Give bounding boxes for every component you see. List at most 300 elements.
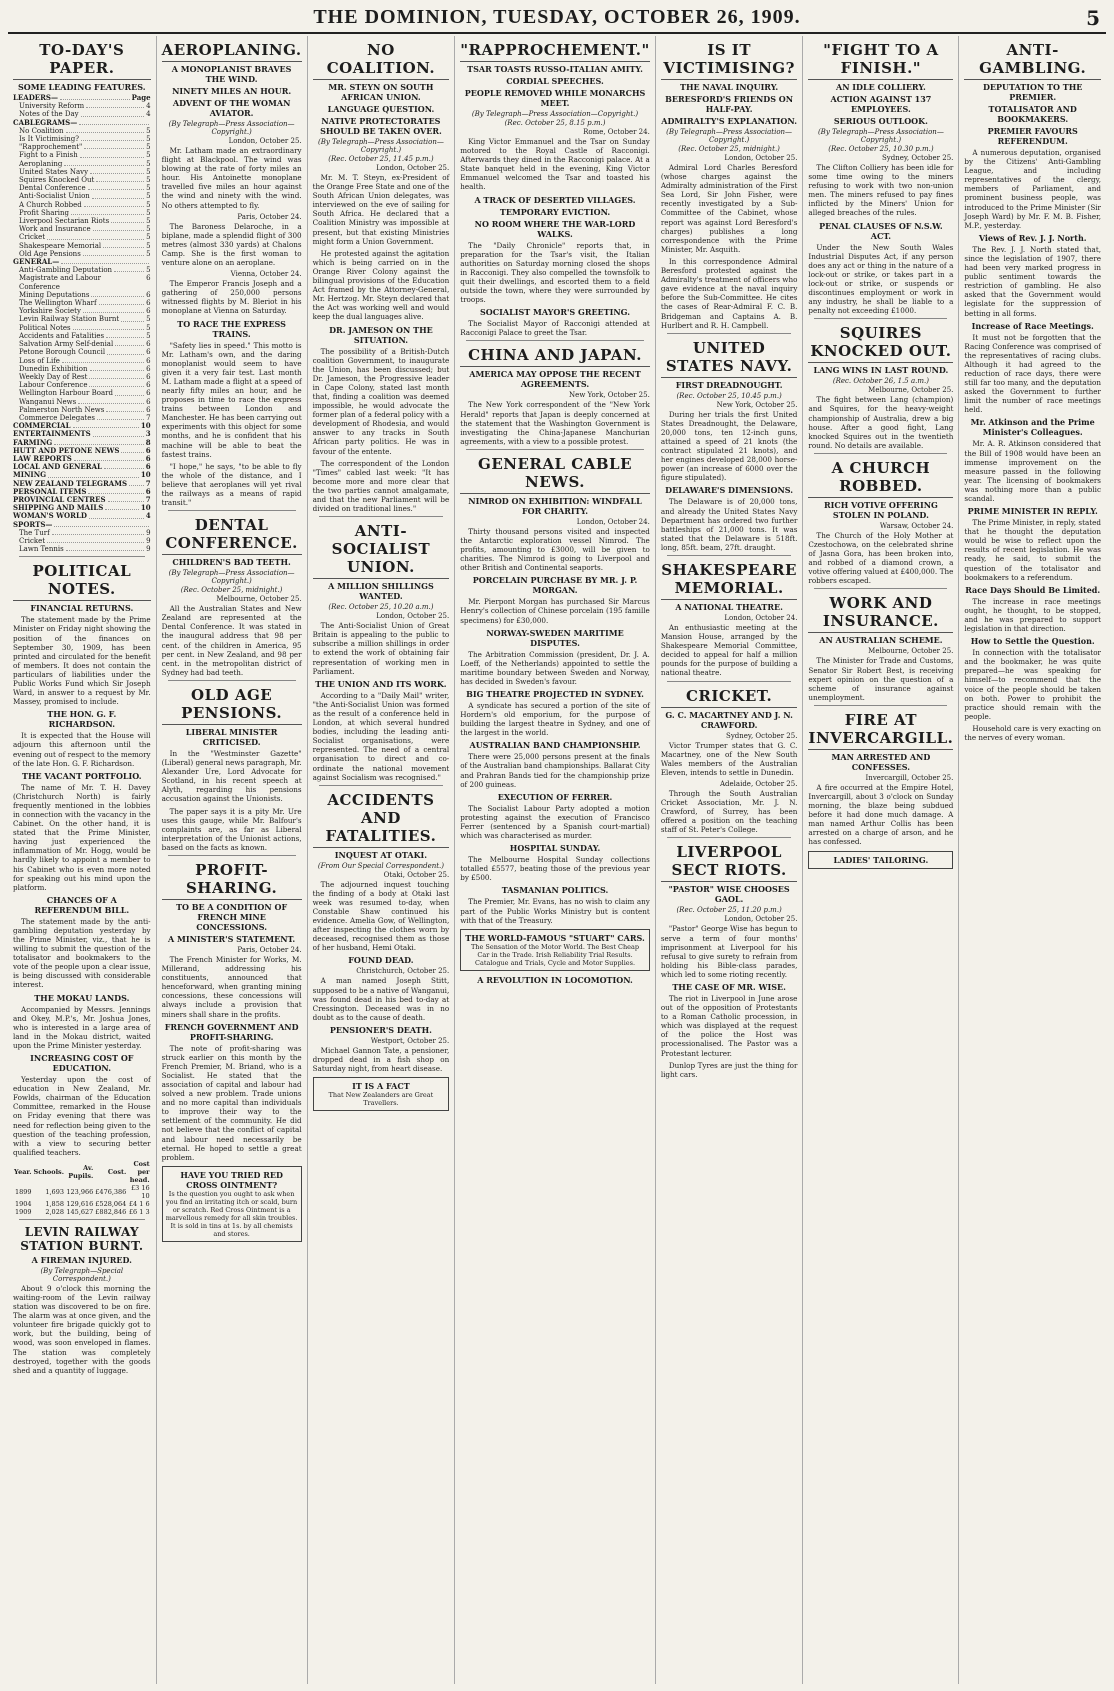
toc-label: Loss of Life (19, 356, 60, 365)
toc-page: 5 (146, 176, 151, 185)
list-item (13, 176, 151, 184)
china-japan-subheading: AMERICA MAY OPPOSE THE RECENT AGREEMENTS. (469, 369, 641, 390)
list-item (13, 545, 151, 553)
revolution-heading: A REVOLUTION IN LOCOMOTION. (477, 974, 633, 985)
toc-label: LAW REPORTS (13, 453, 72, 463)
stats-head: Year. (14, 1167, 32, 1176)
toc-page: 6 (146, 389, 151, 398)
vacant-portfolio-heading: THE VACANT PORTFOLIO. (22, 770, 142, 781)
pensions-heading: OLD AGE PENSIONS. (162, 686, 302, 725)
toc-label: CABLEGRAMS— (13, 117, 78, 127)
dental-heading: DENTAL CONFERENCE. (162, 516, 302, 555)
levin-heading: LEVIN RAILWAY STATION BURNT. (20, 1224, 144, 1253)
column-4 (454, 36, 655, 1684)
anti-gambling-sub2: TOTALISATOR AND BOOKMAKERS. (988, 104, 1077, 124)
toc-page: 4 (146, 102, 151, 111)
household-advertisement: Household care is very exacting on the nerves of every woman. (964, 723, 1101, 742)
aeroplaning-heading: AEROPLANING. (162, 41, 302, 62)
liverpool-subheading: "PASTOR" WISE CHOOSES GAOL. (668, 884, 790, 905)
tailoring-ad-heading: LADIES' TAILORING. (833, 854, 929, 865)
list-item (13, 529, 151, 537)
columns (8, 36, 1106, 1684)
toc-page: 6 (145, 445, 151, 455)
toc-page: 10 (140, 503, 151, 513)
rapprochement-sub3: PEOPLE REMOVED WHILE MONARCHS MEET. (464, 88, 646, 108)
toc-label: LOCAL AND GENERAL (13, 462, 102, 472)
coalition-sub1: MR. STEYN ON SOUTH AFRICAN UNION. (328, 82, 434, 102)
referendum-body: The statement made by the anti-gambling deputation yesterday by the Prime Minister, viz., that he is willing to submit the question of the totalisator and bookmakers to the vote of the people upon a clear issue, is being discussed with considerable interest. (13, 916, 151, 990)
press-credit: (By Telegraph—Press Association—Copyright.) (817, 128, 944, 144)
tyre-advertisement: Dunlop Tyres are just the thing for light cars. (660, 1060, 798, 1079)
press-credit: (By Telegraph—Press Association—Copyright.) (317, 138, 444, 154)
church-robbed-body: The Church of the Holy Mother at Czestochowa, on the celebrated shrine of Jasna Gora, has been broken into, and robbed of a diamond crown, a votive offering valued at £400,000. The robbers escaped. (808, 530, 954, 586)
anti-gambling-heading: ANTI-GAMBLING. (964, 41, 1101, 80)
fight-sub1: AN IDLE COLLIERY. (836, 82, 926, 92)
pm-reply-heading: PRIME MINISTER IN REPLY. (967, 506, 1098, 517)
liverpool-body: "Pastor" George Wise has begun to serve a term of four months' imprisonment at Liverpool for his refusal to give surety to refrain from holding his Bible-class parades, which led to some rioting recently. (660, 924, 798, 979)
toc-label: Salvation Army Self-denial (19, 340, 114, 349)
jameson-body: The possibility of a British-Dutch coalition Government, to inaugurate the Union, has been discussed; but Dr. Jameson, the Progressive leader in Cape Colony, stated last month that, finding a coalition was deemed impossible, he would advocate the former plan of a federal policy with a development of Rhodesia, and would answer to any tracks in South African party politics. He was in favour of the entente. (312, 346, 450, 456)
tasmanian-body: The Premier, Mr. Evans, has no wish to claim any part of the Public Works Ministry but is content with that of the Treasury. (460, 897, 650, 925)
norway-heading: NORWAY-SWEDEN MARITIME DISPUTES. (486, 627, 624, 648)
coalition-heading: NO COALITION. (313, 41, 450, 80)
profit-sharing-heading: PROFIT-SHARING. (162, 861, 302, 900)
toc-label: LEADERS— (13, 93, 58, 102)
toc-label: Is It Victimising? (19, 135, 79, 144)
toc-label: WOMAN'S WORLD (13, 511, 87, 521)
fight-sub3: SERIOUS OUTLOOK. (833, 116, 928, 126)
stats-head: Cost. (107, 1167, 127, 1176)
toc-label: "Rapprochement" (19, 143, 83, 152)
received-line: (Rec. October 25, midnight.) (678, 145, 780, 153)
jameson-body: The correspondent of the London "Times" cabled last week: "It has become more and more clear that the two parties cannot amalgamate, and that the new Parliament will be divided on traditional lines." (312, 458, 450, 514)
toc-page: 5 (146, 315, 151, 324)
toc-label: Wellington Harbour Board (19, 389, 113, 398)
list-item (13, 373, 151, 381)
toc-label: HUTT AND PETONE NEWS (13, 445, 120, 455)
toc-page: 3 (145, 429, 151, 439)
dimensions-body: The Delaware is of 20,000 tons, and already the United States Navy Department has ordered two further battleships of 21,000 tons. It was stated that the Delaware is 518ft. long, 85ft. beam, 27ft. draught. (660, 497, 798, 552)
press-credit: (By Telegraph—Press Association—Copyright.) (471, 110, 639, 118)
victimising-sub2: BERESFORD'S FRIENDS ON HALF-PAY. (665, 94, 794, 114)
toc-page: 6 (145, 453, 151, 463)
union-work-body: According to a "Daily Mail" writer, "the Anti-Socialist Union was formed as the result of a conference held in London, at which several hundred bodies, including the leading anti-Socialist organisations, were represented. The need of a central organisation to direct and co-ordinate the national movement against Socialism was recognised." (312, 690, 450, 782)
socialist-mayor-body: The Socialist Mayor of Racconigi attended at Racconigi Palace to greet the Tsar. (460, 319, 650, 338)
toc-label: Notes of the Day (19, 110, 79, 119)
aeroplaning-body: Mr. Latham made an extraordinary flight at Blackpool. The wind was blowing at the rate of forty miles an hour. His Antoinette monoplane travelled five miles an hour against the wind and ninety with the wind. No others attempted to fly. (161, 146, 302, 210)
toc-page: 4 (146, 110, 151, 119)
us-navy-body: During her trials the first United States Dreadnought, the Delaware, 20,000 tons, ten 12-inch guns, attained a speed of 21 knots (the contract stipulated 21 knots), and her engines developed 28,000 horse-power (an increase of 6000 over the figure stipulated). (660, 409, 798, 483)
toc-page: Page (131, 93, 151, 102)
shakespeare-body: An enthusiastic meeting at the Mansion House, arranged by the Shakespeare Memorial Committee, decided to appeal for half a million pounds for the purpose of building a national theatre. (660, 623, 798, 678)
table-row: 1899 1,693 123,966 £476,386 £3 16 10 (14, 1183, 150, 1200)
french-government-heading: FRENCH GOVERNMENT AND PROFIT-SHARING. (164, 1021, 299, 1042)
list-item (13, 406, 151, 414)
toc-label: Cricket (19, 536, 46, 545)
toc-label: Wanganui News (19, 397, 77, 406)
coalition-body: Mr. M. T. Steyn, ex-President of the Orange Free State and one of the South African Union delegates, was interviewed on the eve of sailing for South Africa. He declared that a Coalition Ministry was impossible at present, but that existing Ministries might form a Union Government. (312, 173, 450, 246)
list-item (13, 537, 151, 545)
travel-ad-body: That New Zealanders are Great Travellers. (328, 1091, 434, 1108)
pensions-subheading: LIBERAL MINISTER CRITICISED. (185, 726, 278, 747)
execution-body: The Socialist Labour Party adopted a motion protesting against the execution of Francisco Ferrer (sentenced by a Spanish court-martial) which was characterised as murder. (460, 803, 650, 841)
toc-page: 5 (146, 151, 151, 160)
toc-page: 6 (146, 372, 151, 381)
stuart-ad-body: The Sensation of the Motor World. The Best Cheap Car in the Trade. Irish Reliability Trial Results. Catalogue and Trials, Cycle and Motor Supplies. (470, 942, 640, 967)
todays-paper-heading: TO-DAY'S PAPER. (13, 41, 151, 80)
express-body: "Safety lies in speed." This motto is Mr. Latham's own, and the daring monoplanist would seem to have given it a very fair test. Last month M. Latham made a flight at a speed of nearly fifty miles an hour, and he proposes in time to race the express trains between London and Manchester. He has been carrying out experiments with this object for some months, and he is confident that his machine will be able to beat the fastest trains. (161, 340, 302, 459)
dateline: Christchurch, October 25. (356, 967, 450, 976)
pensioner-death-heading: PENSIONER'S DEATH. (329, 1024, 432, 1035)
toc-label: MINING (13, 470, 47, 480)
wise-case-body: The riot in Liverpool in June arose out of the opposition of Protestants to a Roman Catholic procession, in which was displayed at the request of the police the Host was processionalised. The Pastor was a Protestant lecturer. (660, 993, 798, 1058)
press-credit: (By Telegraph—Press Association—Copyright.) (168, 569, 295, 586)
dateline: London, October 25. (376, 164, 450, 172)
toc-page: 6 (146, 348, 151, 357)
penal-clauses-heading: PENAL CLAUSES OF N.S.W. ACT. (819, 220, 943, 241)
band-championship-heading: AUSTRALIAN BAND CHAMPIONSHIP. (469, 740, 641, 751)
toc-label: Work and Insurance (19, 225, 91, 234)
education-stats-table (13, 1160, 151, 1216)
toc-page: 5 (146, 135, 151, 144)
list-item (13, 340, 151, 348)
aeroplaning-sub3: ADVENT OF THE WOMAN AVIATOR. (172, 98, 291, 118)
ointment-ad-heading: HAVE YOU TRIED RED CROSS OINTMENT? (180, 1169, 283, 1190)
dateline: Paris, October 24. (237, 945, 302, 954)
list-item (13, 389, 151, 397)
norway-body: The Arbitration Commission (president, Dr. J. A. Loeff, of the Netherlands) appointed to settle the maritime boundary between Sweden and Norway, has decided in Sweden's favour. (460, 649, 650, 686)
toc-page: 5 (146, 126, 151, 135)
toc-label: Accidents and Fatalities (19, 331, 105, 340)
toc-label: Magistrate and Labour Conference (19, 274, 101, 291)
received-line: (Rec. October 25, 8.15 p.m.) (504, 119, 606, 127)
aeroplaning-body: The Baroness Delaroche, in a biplane, made a splendid flight of 300 metres (almost 330 yards) at Chalons Camp. She is the first woman to venture alone on an aeroplane. (161, 221, 302, 268)
settle-question-heading: How to Settle the Question. (970, 636, 1095, 647)
toc-page: 6 (146, 290, 151, 299)
toc-label: NEW ZEALAND TELEGRAMS (13, 478, 127, 488)
dimensions-heading: DELAWARE'S DIMENSIONS. (665, 485, 794, 496)
toc-label: Dunedin Exhibition (19, 364, 88, 373)
rapprochement-body: King Victor Emmanuel and the Tsar on Sunday motored to the Royal Castle of Racconigi. Afterwards they dined in the Racconigi palace. At a State banquet held in the evening, King Victor Emmanuel welcomed the Tsar and toasted his health. (460, 137, 650, 192)
atkinson-body: Mr. A. R. Atkinson considered that the Bill of 1908 would have been an immense improvement on the measure passed in the following year. The licensing of bookmakers was nothing more than a public scandal. (964, 439, 1101, 503)
profit-subheading-2: A MINISTER'S STATEMENT. (168, 933, 296, 944)
toc-label: Levin Railway Station Burnt (19, 315, 120, 324)
toc-page: 8 (145, 437, 151, 447)
dateline: Otaki, October 25. (383, 870, 450, 879)
levin-credit: (By Telegraph—Special Correspondent.) (40, 1266, 124, 1283)
shakespeare-heading: SHAKESPEARE MEMORIAL. (661, 561, 798, 600)
toc-label: Weekly Day of Rest (19, 372, 88, 381)
fight-finish-heading: "FIGHT TO A FINISH." (808, 41, 953, 80)
profit-body: The French Minister for Works, M. Millerand, addressing his constituents, announced that henceforward, when granting mining concessions, these concessions will always include a provision that miners shall share in the profits. (161, 954, 302, 1019)
list-item (13, 225, 151, 233)
toc-label: No Coalition (19, 126, 64, 135)
table-of-contents (13, 94, 151, 553)
cricket-body: Through the South Australian Cricket Association, Mr. J. N. Crawford, of Surrey, has been offered a position on the teaching staff of St. Peter's College. (660, 788, 798, 835)
hospital-sunday-body: The Melbourne Hospital Sunday collections totalled £5577, beating those of the previous year by £500. (460, 855, 650, 883)
toc-label: University Reform (19, 102, 85, 111)
travel-advertisement (313, 1077, 450, 1111)
coalition-sub2: LANGUAGE QUESTION. (327, 104, 435, 114)
toc-page: 9 (146, 536, 151, 545)
porcelain-heading: PORCELAIN PURCHASE BY MR. J. P. MORGAN. (472, 575, 638, 596)
stats-head: Av. Pupils. (68, 1163, 94, 1180)
financial-returns-heading: FINANCIAL RETURNS. (30, 603, 134, 614)
toc-page: 9 (146, 528, 151, 537)
toc-label: The Turf (19, 528, 50, 537)
invercargill-fire-heading: FIRE AT INVERCARGILL. (808, 711, 953, 750)
dateline: Vienna, October 24. (230, 270, 302, 279)
list-item (13, 521, 151, 529)
list-item (13, 315, 151, 323)
toc-label: PERSONAL ITEMS (13, 486, 87, 496)
received-line: (Rec. October 25, 10.45 p.m.) (676, 391, 782, 400)
toc-label: GENERAL— (13, 257, 60, 267)
jameson-heading: DR. JAMESON ON THE SITUATION. (329, 324, 433, 345)
toc-page: 5 (146, 143, 151, 152)
political-notes-heading: POLITICAL NOTES. (13, 562, 151, 601)
toc-page: 5 (146, 241, 151, 250)
list-item (13, 127, 151, 135)
wise-case-heading: THE CASE OF MR. WISE. (672, 981, 786, 992)
toc-label: Palmerston North News (19, 405, 105, 414)
list-item (13, 365, 151, 373)
french-government-body: The note of profit-sharing was struck earlier on this month by the French Premier, M. Briand, who is a Socialist. He stated that the association of capital and labour had solved a new problem. Trade unions and no more capital than individuals to improve their way to the settlement of the community. He did not believe that the conflict of capital and labour need necessarily be eternal. He hoped to settle a great problem. (161, 1043, 302, 1162)
deserted-villages-body: The "Daily Chronicle" reports that, in preparation for the Tsar's visit, the Italian authorities on Saturday morning closed the shops in Racconigi. They also compelled the townsfolk to quit their dwellings, and escorted them to a field outside the town, where they were surrounded by troops. (460, 240, 650, 305)
squires-subheading: LANG WINS IN LAST ROUND. (813, 365, 949, 376)
execution-heading: EXECUTION OF FERRER. (497, 791, 613, 802)
toc-page: 6 (145, 486, 151, 496)
squires-body: The fight between Lang (champion) and Squires, for the heavy-weight championship of Australia, drew a big house. After a good fight, Lang knocked Squires out in the twentieth round. No details are available. (808, 395, 954, 450)
toc-page: 5 (146, 331, 151, 340)
list-item (13, 94, 151, 102)
dateline: Sydney, October 25. (882, 154, 954, 162)
table-row: 1909 2,028 145,627 £882,846 £6 1 3 (14, 1207, 150, 1216)
toc-label: Squires Knocked Out (19, 176, 95, 185)
toc-label: Mining Deputations (19, 290, 90, 299)
aeroplaning-sub2: NINETY MILES AN HOUR. (172, 86, 292, 96)
list-item (13, 151, 151, 159)
correspondent-credit: (From Our Special Correspondent.) (317, 861, 444, 870)
anti-socialist-heading: ANTI-SOCIALIST UNION. (313, 522, 450, 579)
rapprochement-heading: "RAPPROCHEMENT." (460, 41, 650, 62)
toc-label: Political Notes (19, 323, 71, 332)
penal-clauses-body: Under the New South Wales Industrial Disputes Act, if any person does any act or thing in the nature of a lock-out or strike, or takes part in a lock-out or strike, or suspends or discontinues employment or work in any industry, he shall be liable to a penalty not exceeding £1000. (808, 242, 954, 316)
list-item (13, 168, 151, 176)
stuart-ad-heading: THE WORLD-FAMOUS "STUART" CARS. (465, 932, 645, 943)
press-credit: (By Telegraph—Press Association—Copyright.) (168, 120, 295, 136)
toc-page: 6 (146, 405, 151, 414)
anti-gambling-body: A numerous deputation, organised by the Citizens' Anti-Gambling League, and including representatives of the clergy, members of Parliament, and prominent business people, was introduced to the Prime Minister (Sir Joseph Ward) by Mr. F. M. B. Fisher, M.P., yesterday. (964, 148, 1101, 230)
dental-body: All the Australian States and New Zealand are represented at the Dental Conference. It was stated in the inaugural address that 98 per cent. of the children in America, 95 per cent. in New Zealand, and 98 per cent. in the metropolitan district of Sydney had bad teeth. (161, 604, 302, 677)
dateline: Rome, October 24. (583, 128, 650, 136)
accidents-heading: ACCIDENTS AND FATALITIES. (313, 791, 450, 848)
toc-page: 10 (140, 421, 151, 431)
travel-ad-heading: IT IS A FACT (352, 1081, 410, 1092)
pensions-body: The paper says it is a pity Mr. Ure uses this gauge, while Mr. Balfour's complaints are, as far as Liberal interpretation of the Unionist actions, based on the facts as known. (161, 806, 302, 852)
toc-page: 5 (146, 266, 151, 275)
dental-subheading: CHILDREN'S BAD TEETH. (172, 557, 291, 568)
cricket-subheading: G. C. MACARTNEY AND J. N. CRAWFORD. (665, 709, 793, 730)
victimising-sub1: THE NAVAL INQUIRY. (680, 82, 779, 92)
dateline: Warsaw, October 24. (879, 521, 954, 530)
liverpool-heading: LIVERPOOL SECT RIOTS. (661, 843, 798, 882)
list-item (13, 307, 151, 315)
victimising-sub3: ADMIRALTY'S EXPLANATION. (661, 116, 797, 126)
dateline: Melbourne, October 25. (868, 647, 954, 656)
toc-label: The Wellington Wharf (19, 299, 97, 308)
received-line: (Rec. October 25, 10.20 a.m.) (328, 603, 434, 612)
toc-label: COMMERCIAL (13, 421, 71, 431)
list-item (13, 201, 151, 209)
deserted-villages-heading: A TRACK OF DESERTED VILLAGES. (474, 194, 636, 205)
toc-page: 6 (146, 364, 151, 373)
list-item (13, 332, 151, 340)
dateline: London, October 25. (228, 137, 302, 145)
toc-page: 6 (146, 340, 151, 349)
newspaper-title: THE DOMINION, TUESDAY, OCTOBER 26, 1909. (313, 6, 801, 28)
press-credit: (By Telegraph—Press Association—Copyright.) (666, 128, 793, 144)
toc-label: SHIPPING AND MAILS (13, 503, 104, 513)
toc-label: Petone Borough Council (19, 348, 106, 357)
porcelain-body: Mr. Pierpont Morgan has purchased Sir Marcus Henry's collection of Chinese porcelain (195 famille specimens) for £30,000. (460, 597, 650, 625)
union-work-heading: THE UNION AND ITS WORK. (315, 678, 447, 689)
list-item (13, 348, 151, 356)
toc-page: 7 (145, 494, 151, 504)
list-item (13, 184, 151, 192)
toc-page: 5 (146, 249, 151, 258)
list-item (13, 192, 151, 200)
toc-page: 5 (146, 208, 151, 217)
list-item (13, 209, 151, 217)
toc-page: 6 (146, 307, 151, 316)
levin-body: About 9 o'clock this morning the waiting-room of the Levin railway station was discovered to be on fire. The alarm was at once given, and the volunteer fire brigade quickly got to work, but the building, being of wood, was soon enveloped in flames. The station was completely destroyed, together with the goods shed and a quantity of luggage. (13, 1283, 151, 1375)
toc-page: 5 (146, 167, 151, 176)
work-insurance-heading: WORK AND INSURANCE. (808, 594, 953, 633)
profit-subheading: TO BE A CONDITION OF FRENCH MINE CONCESSIONS. (176, 901, 288, 932)
cable-news-heading: GENERAL CABLE NEWS. (460, 455, 650, 494)
richardson-body: It is expected that the House will adjourn this afternoon until the evening out of respect to the memory of the late Hon. G. F. Richardson. (13, 731, 151, 768)
toc-page: 5 (146, 192, 151, 201)
toc-label: Anti-Gambling Deputation (19, 266, 113, 275)
toc-page: 6 (146, 356, 151, 365)
dateline: New York, October 25. (569, 391, 650, 400)
invercargill-fire-body: A fire occurred at the Empire Hotel, Invercargill, about 3 o'clock on Sunday morning, the blaze being subdued before it had done much damage. A man named Arthur Collis has been arrested on a charge of arson, and he has confessed. (808, 782, 954, 847)
aeroplaning-body: The Emperor Francis Joseph and a gathering of 250,000 persons witnessed flights by M. Bleriot in his monoplane at Vienna on Saturday. (161, 279, 302, 316)
dateline: Paris, October 24. (237, 212, 302, 221)
referendum-heading: CHANCES OF A REFERENDUM BILL. (34, 894, 130, 915)
pensions-body: In the "Westminster Gazette" (Liberal) general news paragraph, Mr. Alexander Ure, Lord Advocate for Scotland, in his recent speech at Alyth, regarding his pensions accusation against the Unionists. (161, 748, 302, 804)
list-item (13, 274, 151, 290)
rapprochement-sub2: CORDIAL SPEECHES. (506, 76, 604, 86)
received-line: (Rec. October 25, 10.30 p.m.) (828, 145, 934, 153)
toc-label: Profit Sharing (19, 208, 70, 217)
china-japan-body: The New York correspondent of the "New York Herald" reports that Japan is deeply concerned at the statement that the Washington Government is investigating the China-Japanese Manchurian agreements, with a view to a possible protest. (460, 400, 650, 446)
column-5 (655, 36, 803, 1684)
received-line: (Rec. October 25, midnight.) (180, 586, 283, 595)
mokau-body: Accompanied by Messrs. Jennings and Okey, M.P.'s, Mr. Joshua Jones, who is interested in a large area of land in the Mokau district, waited upon the Prime Minister yesterday. (13, 1004, 151, 1050)
toc-page: 7 (146, 413, 151, 422)
toc-label: A Church Robbed (19, 200, 82, 209)
eviction-heading: TEMPORARY EVICTION. (499, 206, 611, 217)
church-robbed-subheading: RICH VOTIVE OFFERING STOLEN IN POLAND. (823, 499, 938, 520)
nimrod-heading: NIMROD ON EXHIBITION: WINDFALL FOR CHARITY. (468, 495, 642, 516)
column-2 (156, 36, 307, 1684)
levin-subheading: A FIREMAN INJURED. (31, 1254, 132, 1265)
vacant-portfolio-body: The name of Mr. T. H. Davey (Christchurch North) is fairly frequently mentioned in the lobbies in connection with the vacancy in the Cabinet. On the other hand, it is stated that the Prime Minister, having just experienced the inflammation of Mr. Hogg, would be hardly likely to appoint a member to his Cabinet who is even more noted for speaking out his mind upon the platform. (13, 782, 151, 892)
column-7 (958, 36, 1106, 1684)
toc-label: Aeroplaning (19, 159, 63, 168)
toc-page: 5 (146, 184, 151, 193)
work-insurance-subheading: AN AUSTRALIAN SCHEME. (819, 635, 943, 646)
toc-label: Anti-Socialist Union (19, 192, 90, 201)
stats-head: Cost per head. (129, 1159, 150, 1184)
received-line: (Rec. October 25, 11.20 p.m.) (676, 906, 782, 915)
toc-label: Dental Conference (19, 184, 86, 193)
race-meetings-body: It must not be forgotten that the Racing Conference was comprised of the representatives of racing clubs. Although it had agreed to the reduction of race days, there were still far too many, and the deputation asked the Government to further limit the number of race meetings held. (964, 332, 1101, 415)
list-item (13, 160, 151, 168)
mokau-heading: THE MOKAU LANDS. (34, 992, 130, 1003)
dateline: London, October 24. (724, 614, 798, 622)
victimising-body: Admiral Lord Charles Beresford (whose charges against the Admiralty administration of the First Sea Lord, Sir John Fisher, were recently investigated by a Sub-Committee of the Cabinet, whose report was against Lord Beresford's charges) publishes a long correspondence with the Prime Minister, Mr. Asquith. (660, 163, 798, 254)
toc-label: United States Navy (19, 167, 89, 176)
list-item (13, 398, 151, 406)
list-item (13, 266, 151, 274)
atkinson-heading: Mr. Atkinson and the Prime Minister's Colleagues. (970, 417, 1095, 438)
list-item (13, 119, 151, 127)
dateline: Melbourne, October 25. (868, 386, 954, 395)
race-days-body: The increase in race meetings ought, he thought, to be stopped, and he was prepared to support legislation in that direction. (964, 596, 1101, 634)
tasmanian-heading: TASMANIAN POLITICS. (501, 885, 609, 896)
financial-returns-body: The statement made by the Prime Minister on Friday night showing the position of the finances on September 30, 1909, has been printed and circulated for the benefit of members. It does not contain the particulars of liabilities under the Public Works Fund which Sir Joseph Ward, in answer to a request by Mr. Massey, promised to include. (13, 615, 151, 707)
toc-label: Labour Conference (19, 381, 88, 390)
dateline: Adelaide, October 25. (720, 779, 798, 788)
express-heading: TO RACE THE EXPRESS TRAINS. (177, 318, 286, 339)
dateline: London, October 25. (724, 154, 798, 162)
dateline: London, October 24. (576, 517, 650, 526)
work-insurance-body: The Minister for Trade and Customs, Senator Sir Robert Best, is receiving expert opinion on the question of a scheme of insurance against unemployment. (808, 656, 954, 702)
toc-label: Lawn Tennis (19, 545, 64, 554)
anti-gambling-sub3: PREMIER FAVOURS REFERENDUM. (987, 126, 1078, 146)
fight-body: The Clifton Colliery has been idle for some time owing to the miners refusing to work with two non-union men. The miners refused to pay fines inflicted by the Miners' Union for alleged breaches of the rules. (808, 163, 954, 218)
race-meetings-heading: Increase of Race Meetings. (971, 320, 1094, 331)
shakespeare-subheading: A NATIONAL THEATRE. (675, 602, 783, 612)
stats-head: Schools. (33, 1167, 64, 1176)
toc-label: Yorkshire Society (19, 307, 81, 316)
toc-page: 6 (146, 381, 151, 390)
toc-label: Cricket (19, 233, 46, 242)
toc-label: ENTERTAINMENTS (13, 429, 91, 439)
pm-reply-body: The Prime Minister, in reply, stated that he thought the deputation would be wise to reflect upon the results of recent legislation. He was ready, he said, to submit the question of the totalisator and bookmakers to a referendum. (964, 518, 1101, 582)
education-heading: INCREASING COST OF EDUCATION. (30, 1053, 134, 1074)
fight-sub2: ACTION AGAINST 137 EMPLOYEES. (830, 94, 932, 114)
dateline: Melbourne, October 25. (216, 595, 302, 604)
inquest-heading: INQUEST AT OTAKI. (334, 849, 428, 860)
education-body: Yesterday upon the cost of education in New Zealand, Mr. Fowlds, chairman of the Education Committee, remarked in the House on Friday evening that there was need for reflection being given to the question of the teaching profession, with a view to securing better qualified teachers. (13, 1075, 151, 1157)
list-item (13, 143, 151, 151)
received-line: (Rec. October 25, 11.45 p.m.) (328, 155, 434, 163)
dateline: London, October 25. (376, 612, 450, 621)
toc-label: FARMING (13, 437, 53, 447)
list-item (13, 291, 151, 299)
richardson-heading: THE HON. G. F. RICHARDSON. (47, 709, 117, 730)
squires-heading: SQUIRES KNOCKED OUT. (808, 324, 953, 363)
masthead (8, 6, 1106, 34)
no-room-heading: NO ROOM WHERE THE WAR-LORD WALKS. (474, 218, 636, 239)
list-item (13, 242, 151, 250)
us-navy-subheading: FIRST DREADNOUGHT. (675, 379, 783, 390)
list-item (13, 381, 151, 389)
